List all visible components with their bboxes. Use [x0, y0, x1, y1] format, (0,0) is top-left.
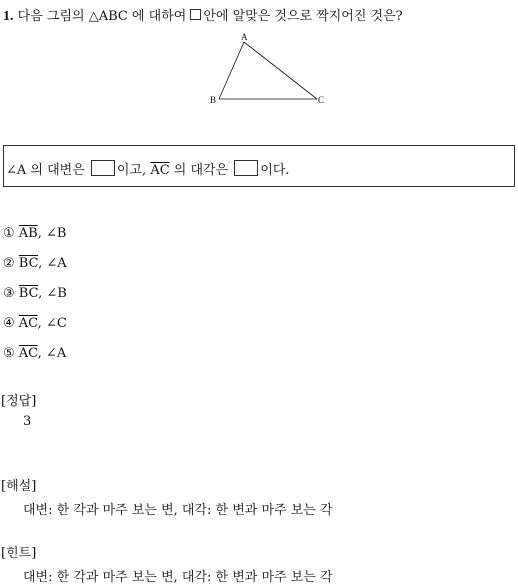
answer-value: 3 [23, 414, 32, 429]
side-ab [219, 42, 244, 99]
vertex-a-label: A [241, 32, 248, 42]
choice-marker: ④ [3, 316, 15, 331]
choice-marker: ② [3, 256, 15, 271]
choice-segment: $\overline{BC}$ [18, 256, 39, 271]
blank-square-glyph [190, 9, 201, 20]
explanation-label: [해설] [1, 479, 37, 494]
question-line [3, 5, 403, 25]
statement-part3: 의 대각은 [173, 163, 229, 178]
choice-1 [3, 226, 66, 241]
question-text-end: 안에 알맞은 것으로 짝지어진 것은? [203, 9, 403, 24]
answer-blank-1 [91, 160, 115, 176]
answer-label: [정답] [1, 394, 37, 409]
hint-text: 대변: 한 각과 마주 보는 변, 대각: 한 변과 마주 보는 각 [23, 570, 333, 585]
statement-segment: $\overline{AC}$ [150, 163, 170, 178]
choice-angle: , ∠C [37, 316, 67, 331]
choice-segment: $\overline{AC}$ [18, 346, 38, 361]
answer-blank-2 [234, 160, 258, 176]
vertex-b-label: B [210, 95, 217, 105]
choice-marker: ③ [3, 286, 15, 301]
hint-label: [힌트] [1, 546, 37, 561]
choice-angle: , ∠A [38, 256, 67, 271]
choice-marker: ① [3, 226, 15, 241]
question-number: 1. [3, 9, 14, 24]
explanation-text: 대변: 한 각과 마주 보는 변, 대각: 한 변과 마주 보는 각 [23, 503, 333, 518]
choice-4 [3, 316, 67, 331]
choice-3 [3, 286, 67, 301]
choice-segment: $\overline{BC}$ [18, 286, 39, 301]
vertex-c-label: C [318, 95, 325, 105]
statement-part1: ∠A 의 대변은 [6, 163, 85, 178]
choice-segment: $\overline{AB}$ [18, 226, 38, 241]
side-ac [244, 42, 317, 99]
choice-segment: $\overline{AC}$ [18, 316, 38, 331]
statement-part4: 이다. [260, 163, 290, 178]
choice-angle: , ∠B [38, 286, 67, 301]
choice-angle: , ∠A [37, 346, 67, 361]
choice-marker: ⑤ [3, 346, 15, 361]
choice-5 [3, 346, 66, 361]
statement-part2: 이고, [116, 163, 147, 178]
question-text: 다음 그림의 △ABC 에 대하여 [17, 9, 187, 24]
choice-angle: , ∠B [37, 226, 67, 241]
choice-2 [3, 256, 67, 271]
statement-text [6, 159, 290, 178]
triangle-figure [200, 30, 340, 110]
